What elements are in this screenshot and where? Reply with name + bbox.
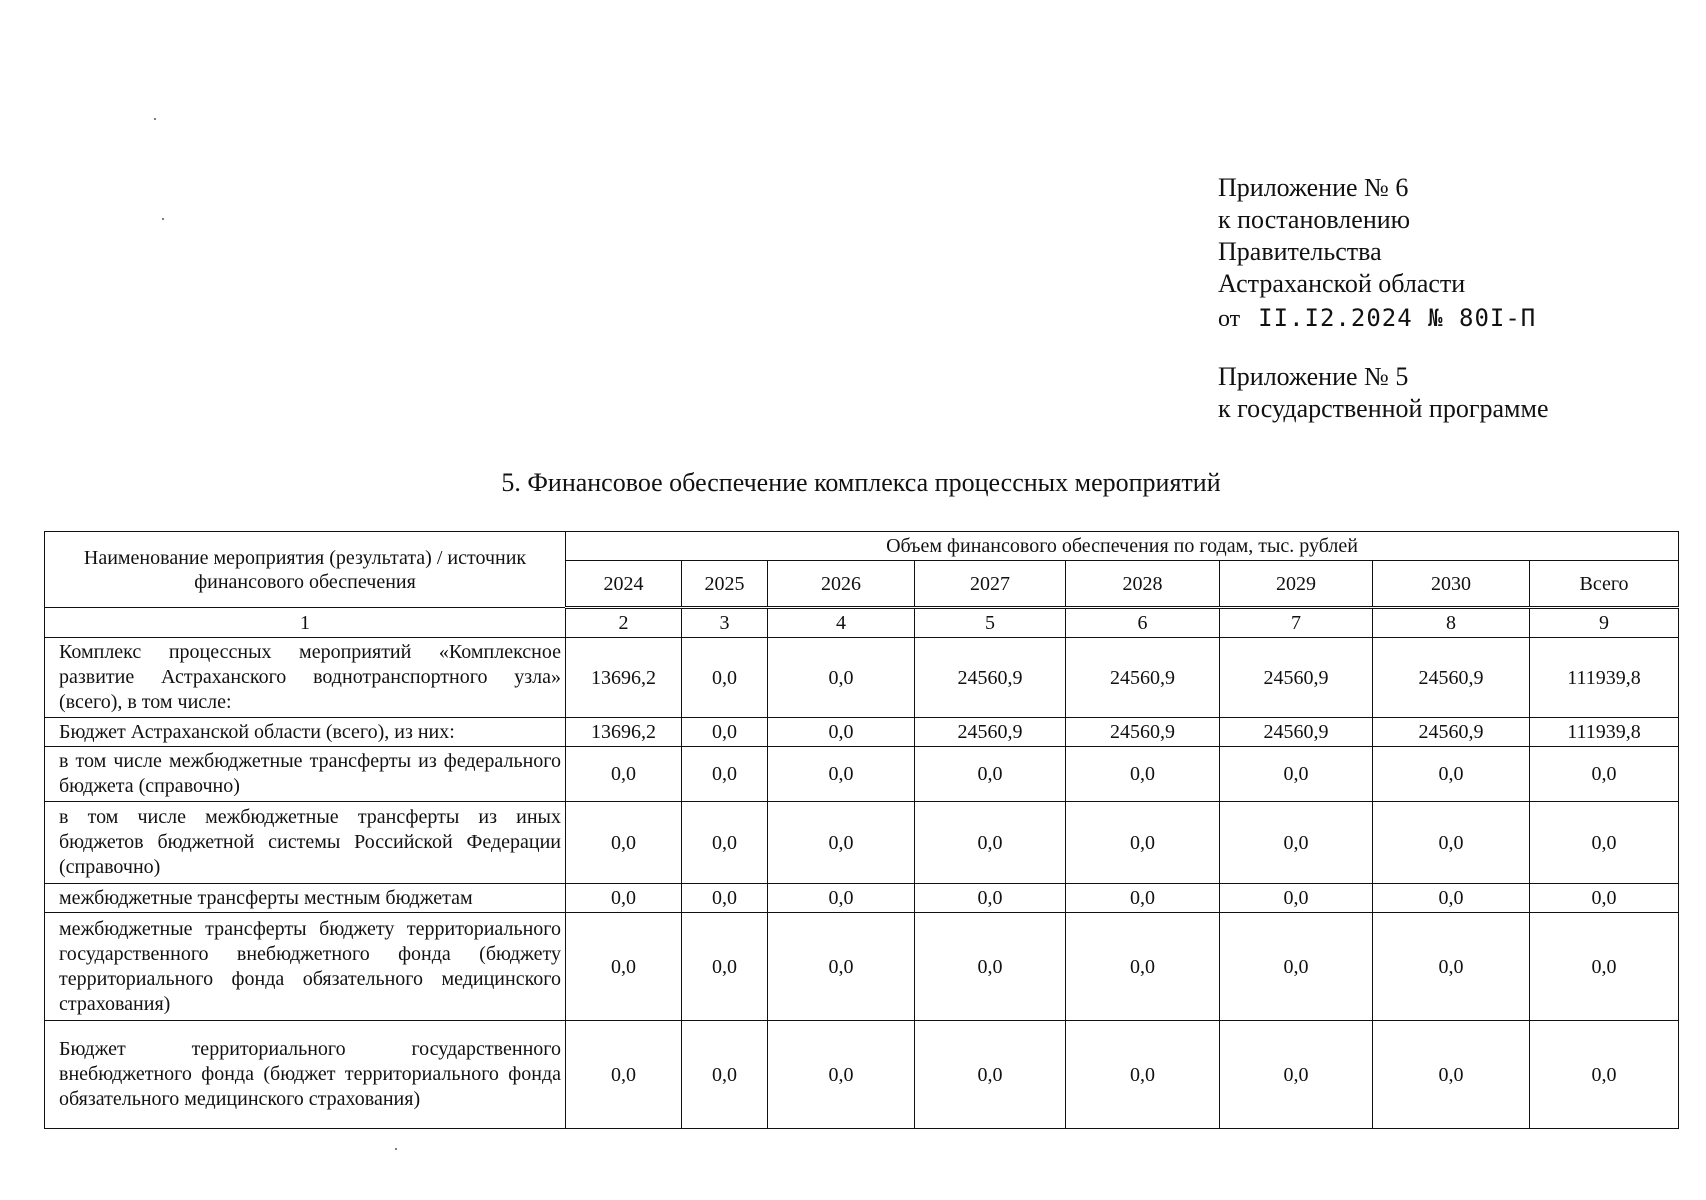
cell-value: 0,0: [682, 718, 768, 747]
cell-value: 0,0: [1530, 884, 1679, 913]
cell-value: 0,0: [768, 747, 915, 802]
appendix-line: Приложение № 5: [1218, 362, 1409, 391]
cell-value: 0,0: [915, 802, 1066, 884]
year-header: 2025: [682, 561, 768, 608]
column-number: 4: [768, 608, 915, 638]
cell-value: 0,0: [682, 638, 768, 718]
cell-value: 0,0: [768, 1021, 915, 1129]
cell-value: 24560,9: [915, 638, 1066, 718]
cell-value: 0,0: [1066, 1021, 1220, 1129]
row-name: в том числе межбюджетные трансферты из федерального бюджета (справочно): [45, 747, 566, 802]
cell-value: 0,0: [1066, 747, 1220, 802]
cell-value: 0,0: [566, 1021, 682, 1129]
cell-value: 24560,9: [1066, 638, 1220, 718]
year-header: 2028: [1066, 561, 1220, 608]
cell-value: 0,0: [915, 747, 1066, 802]
decree-line: [1218, 302, 1549, 335]
cell-value: 0,0: [1066, 884, 1220, 913]
cell-value: 0,0: [1220, 802, 1373, 884]
column-number: 5: [915, 608, 1066, 638]
cell-value: 0,0: [1220, 747, 1373, 802]
cell-value: 0,0: [1066, 802, 1220, 884]
cell-value: 24560,9: [1373, 638, 1530, 718]
column-number: 8: [1373, 608, 1530, 638]
row-name: Бюджет территориального государственного внебюджетного фонда (бюджет территориального фонда обязательного медицинского страхования): [45, 1021, 566, 1129]
row-name: Комплекс процессных мероприятий «Комплексное развитие Астраханского воднотранспортного узла» (всего), в том числе:: [45, 638, 566, 718]
cell-value: 0,0: [1373, 747, 1530, 802]
cell-value: 0,0: [768, 913, 915, 1021]
column-numbers-row: [45, 608, 1679, 638]
table-row: [45, 913, 1679, 1021]
cell-value: 0,0: [1220, 913, 1373, 1021]
column-number: 9: [1530, 608, 1679, 638]
table-row: [45, 718, 1679, 747]
cell-value: 0,0: [768, 638, 915, 718]
cell-value: 0,0: [1373, 913, 1530, 1021]
row-name: межбюджетные трансферты местным бюджетам: [45, 884, 566, 913]
cell-value: 0,0: [1373, 1021, 1530, 1129]
cell-value: 24560,9: [1220, 638, 1373, 718]
cell-value: 0,0: [682, 1021, 768, 1129]
scan-speck: [395, 1148, 397, 1150]
cell-value: 111939,8: [1530, 718, 1679, 747]
name-column-header: Наименование мероприятия (результата) / источник финансового обеспечения: [45, 532, 566, 608]
cell-value: 0,0: [566, 802, 682, 884]
scan-speck: [162, 218, 164, 220]
row-name: межбюджетные трансферты бюджету территориального государственного внебюджетного фонда (бюджету территориального фонда обязательного медицинского страхования): [45, 913, 566, 1021]
section-title: 5. Финансовое обеспечение комплекса процессных мероприятий: [501, 468, 1221, 497]
cell-value: 0,0: [1530, 747, 1679, 802]
column-number: 1: [45, 608, 566, 638]
scan-speck: [154, 118, 156, 120]
cell-value: 0,0: [915, 1021, 1066, 1129]
appendix-line: Приложение № 6: [1218, 173, 1409, 202]
table-row: [45, 638, 1679, 718]
cell-value: 24560,9: [1373, 718, 1530, 747]
year-header: 2024: [566, 561, 682, 608]
cell-value: 0,0: [566, 913, 682, 1021]
column-number: 2: [566, 608, 682, 638]
cell-value: 24560,9: [1066, 718, 1220, 747]
cell-value: 111939,8: [1530, 638, 1679, 718]
cell-value: 13696,2: [566, 638, 682, 718]
cell-value: 0,0: [682, 913, 768, 1021]
cell-value: 0,0: [1220, 1021, 1373, 1129]
cell-value: 24560,9: [1220, 718, 1373, 747]
table-row: [45, 1021, 1679, 1129]
column-number: 6: [1066, 608, 1220, 638]
financing-table: [44, 531, 1679, 1129]
cell-value: 0,0: [915, 913, 1066, 1021]
total-header: Всего: [1530, 561, 1679, 608]
volume-header: Объем финансового обеспечения по годам, тыс. рублей: [566, 532, 1679, 561]
cell-value: 0,0: [768, 802, 915, 884]
appendix-line: к государственной программе: [1218, 394, 1549, 423]
appendix-line: Астраханской области: [1218, 269, 1466, 298]
table-row: [45, 884, 1679, 913]
cell-value: 0,0: [566, 747, 682, 802]
cell-value: 0,0: [768, 718, 915, 747]
decree-number: II.I2.2024 № 80I-П: [1258, 304, 1537, 332]
year-header: 2027: [915, 561, 1066, 608]
appendix-header: [1218, 172, 1549, 425]
year-header: 2030: [1373, 561, 1530, 608]
cell-value: 0,0: [1220, 884, 1373, 913]
appendix-line: Правительства: [1218, 237, 1382, 266]
column-number: 3: [682, 608, 768, 638]
cell-value: 0,0: [915, 884, 1066, 913]
cell-value: 0,0: [768, 884, 915, 913]
cell-value: 0,0: [1530, 802, 1679, 884]
year-header: 2029: [1220, 561, 1373, 608]
table-row: [45, 802, 1679, 884]
row-name: в том числе межбюджетные трансферты из иных бюджетов бюджетной системы Российской Федерации (справочно): [45, 802, 566, 884]
cell-value: 0,0: [1066, 913, 1220, 1021]
cell-value: 0,0: [682, 747, 768, 802]
decree-prefix: от: [1218, 306, 1241, 332]
cell-value: 0,0: [682, 884, 768, 913]
cell-value: 0,0: [566, 884, 682, 913]
cell-value: 0,0: [1530, 1021, 1679, 1129]
table-row: [45, 747, 1679, 802]
table-header-row: [45, 532, 1679, 561]
appendix-line: к постановлению: [1218, 205, 1411, 234]
cell-value: 13696,2: [566, 718, 682, 747]
cell-value: 24560,9: [915, 718, 1066, 747]
row-name: Бюджет Астраханской области (всего), из них:: [45, 718, 566, 747]
cell-value: 0,0: [1373, 802, 1530, 884]
cell-value: 0,0: [682, 802, 768, 884]
year-header: 2026: [768, 561, 915, 608]
column-number: 7: [1220, 608, 1373, 638]
cell-value: 0,0: [1530, 913, 1679, 1021]
cell-value: 0,0: [1373, 884, 1530, 913]
